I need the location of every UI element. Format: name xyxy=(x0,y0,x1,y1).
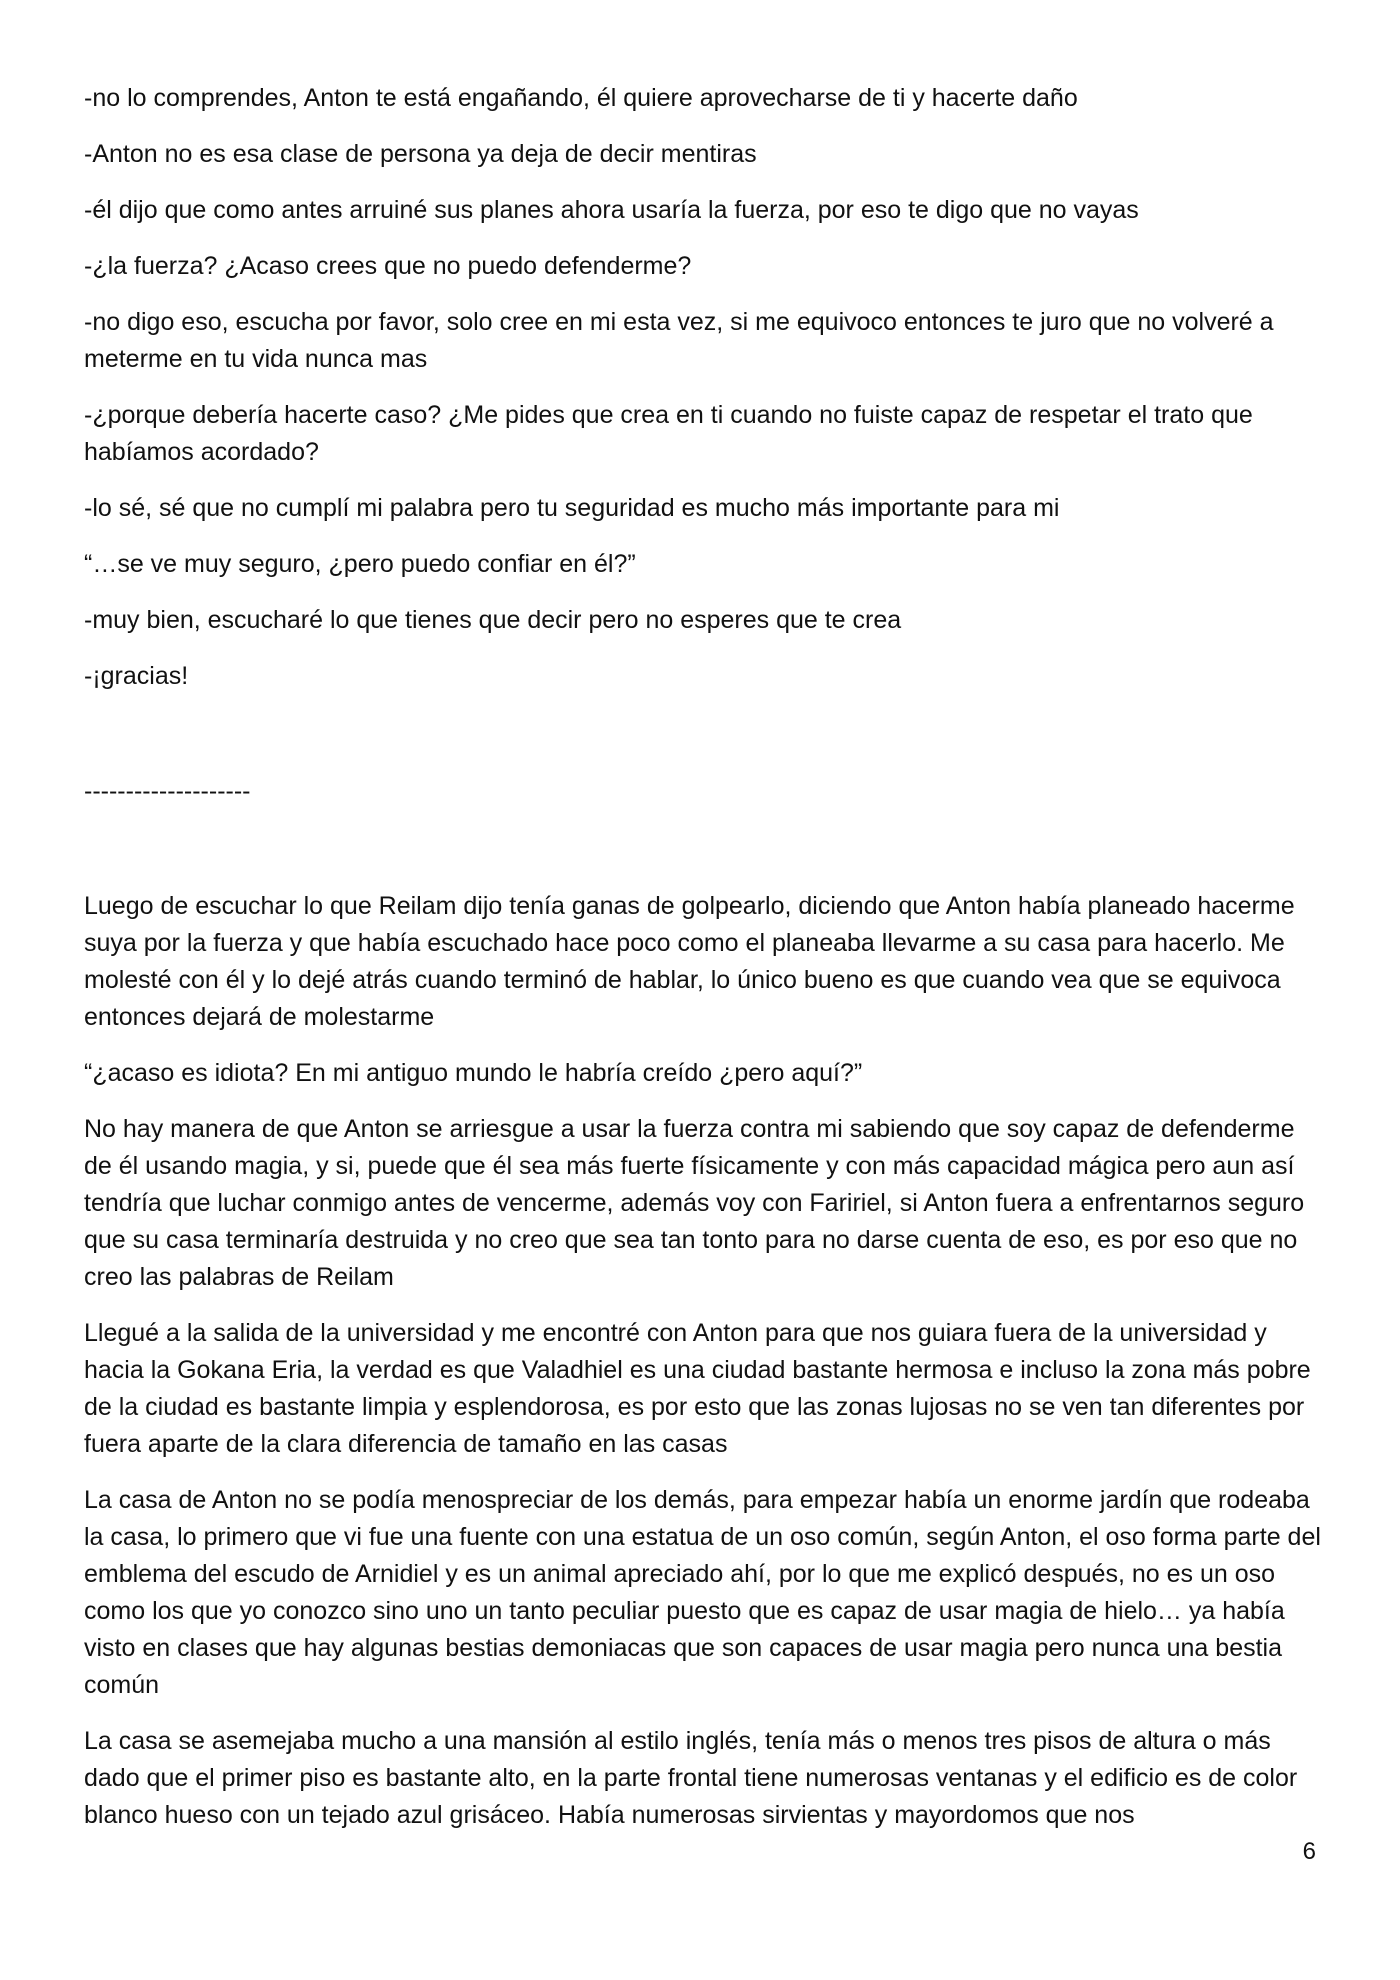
section-spacer xyxy=(84,810,1324,888)
dialogue-line: “…se ve muy seguro, ¿pero puedo confiar en él?” xyxy=(84,550,636,578)
dialogue-line: -muy bien, escucharé lo que tienes que decir pero no esperes que te crea xyxy=(84,606,902,634)
narrative-paragraph: No hay manera de que Anton se arriesgue a usar la fuerza contra mi sabiendo que soy capaz de defenderme de él usando magia, y si, puede que él sea más fuerte físicamente y con más capacidad mágica pero aun así tendría que luchar conmigo antes de vencerme, además voy con Faririel, si Anton fuera a enfrentarnos seguro que su casa terminaría destruida y no creo que sea tan tonto para no darse cuenta de eso, es por eso que no creo las palabras de Reilam xyxy=(84,1115,1305,1291)
dialogue-line: -él dijo que como antes arruiné sus planes ahora usaría la fuerza, por eso te digo que no vayas xyxy=(84,196,1139,224)
narrative-paragraph: Llegué a la salida de la universidad y me encontré con Anton para que nos guiara fuera de la universidad y hacia la Gokana Eria, la verdad es que Valadhiel es una ciudad bastante hermosa e incluso la zona más pobre de la ciudad es bastante limpia y esplendorosa, es por esto que las zonas lujosas no se ven tan diferentes por fuera aparte de la clara diferencia de tamaño en las casas xyxy=(84,1319,1311,1458)
document-page xyxy=(84,80,1324,1853)
narrative-paragraph: Luego de escuchar lo que Reilam dijo tenía ganas de golpearlo, diciendo que Anton había planeado hacerme suya por la fuerza y que había escuchado hace poco como el planeaba llevarme a su casa para hacerlo. Me molesté con él y lo dejé atrás cuando terminó de hablar, lo único bueno es que cuando vea que se equivoca entonces dejará de molestarme xyxy=(84,892,1295,1031)
dialogue-line: -¿porque debería hacerte caso? ¿Me pides que crea en ti cuando no fuiste capaz de respetar el trato que habíamos acordado? xyxy=(84,401,1253,466)
dialogue-line: -lo sé, sé que no cumplí mi palabra pero tu seguridad es mucho más importante para mi xyxy=(84,494,1060,522)
scene-divider: -------------------- xyxy=(84,777,251,805)
narrative-paragraph: La casa de Anton no se podía menospreciar de los demás, para empezar había un enorme jardín que rodeaba la casa, lo primero que vi fue una fuente con una estatua de un oso común, según Anton, el oso forma parte del emblema del escudo de Arnidiel y es un animal apreciado ahí, por lo que me explicó después, no es un oso como los que yo conozco sino uno un tanto peculiar puesto que es capaz de usar magia de hielo… ya había visto en clases que hay algunas bestias demoniacas que son capaces de usar magia pero nunca una bestia común xyxy=(84,1486,1321,1699)
dialogue-section xyxy=(84,80,1324,695)
dialogue-line: -Anton no es esa clase de persona ya deja de decir mentiras xyxy=(84,140,757,168)
narrative-section xyxy=(84,888,1324,1834)
narrative-paragraph: “¿acaso es idiota? En mi antiguo mundo le habría creído ¿pero aquí?” xyxy=(84,1059,863,1087)
page-number: 6 xyxy=(1302,1838,1316,1865)
narrative-paragraph: La casa se asemejaba mucho a una mansión al estilo inglés, tenía más o menos tres pisos de altura o más dado que el primer piso es bastante alto, en la parte frontal tiene numerosas ventanas y el edificio es de color blanco hueso con un tejado azul grisáceo. Había numerosas sirvientas y mayordomos que nos xyxy=(84,1727,1298,1829)
dialogue-line: -no digo eso, escucha por favor, solo cree en mi esta vez, si me equivoco entonces te juro que no volveré a meterme en tu vida nunca mas xyxy=(84,308,1274,373)
dialogue-line: -¡gracias! xyxy=(84,662,189,690)
dialogue-line: -no lo comprendes, Anton te está engañando, él quiere aprovecharse de ti y hacerte daño xyxy=(84,84,1078,112)
dialogue-line: -¿la fuerza? ¿Acaso crees que no puedo defenderme? xyxy=(84,252,692,280)
